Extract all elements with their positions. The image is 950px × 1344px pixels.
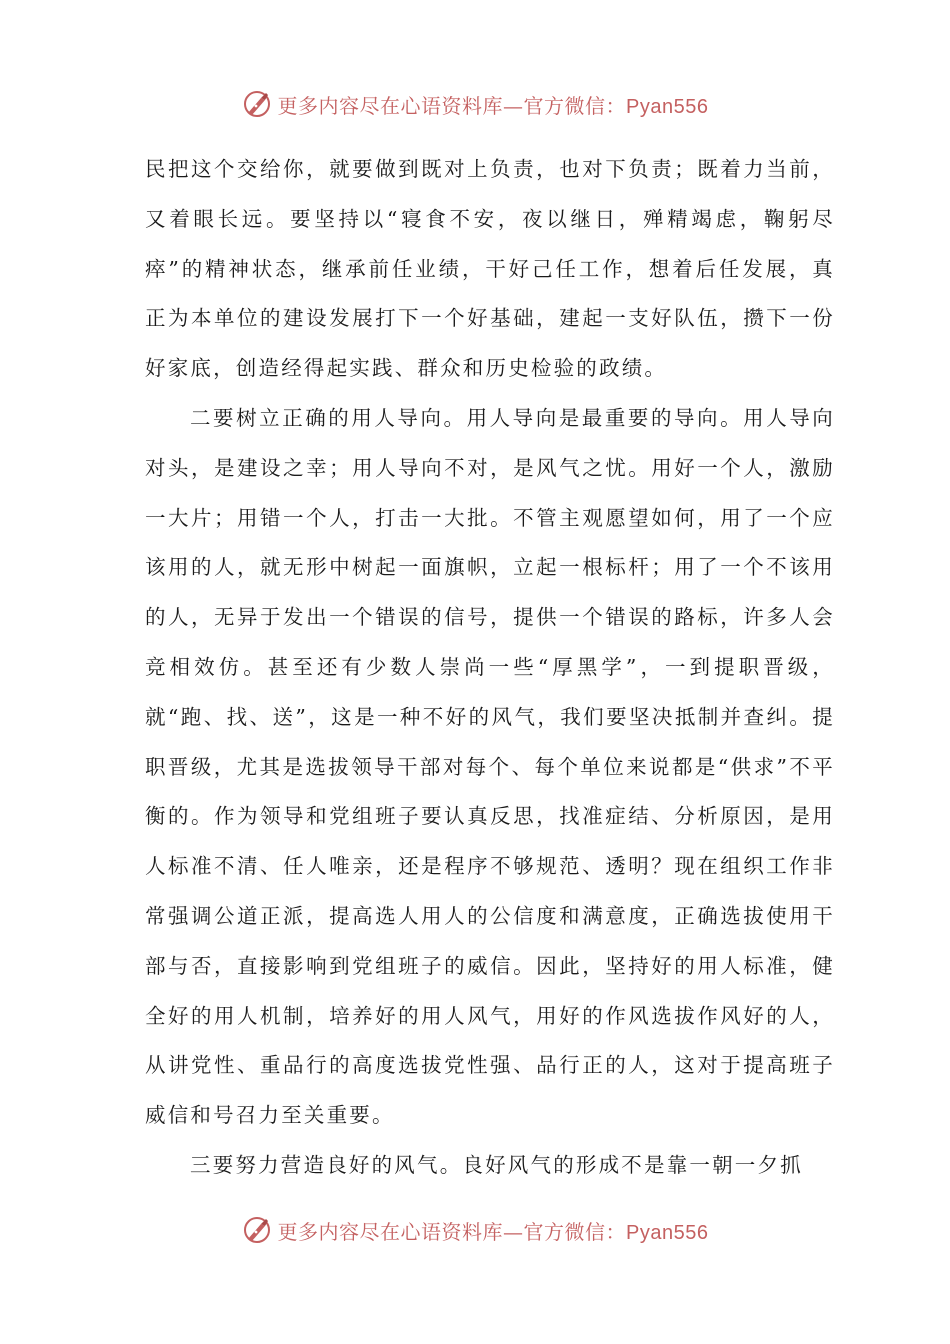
paragraph: 民把这个交给你，就要做到既对上负责，也对下负责；既着力当前，又着眼长远。要坚持以“寝食不安，夜以继日，殚精竭虑，鞠躬尽瘁”的精神状态，继承前任业绩，干好己任工作，想着后任发展，真正为本单位的建设发展打下一个好基础，建起一支好队伍，攒下一份好家底，创造经得起实践、群众和历史检验的政绩。 xyxy=(145,157,835,381)
wechat-id: Pyan556 xyxy=(626,1221,709,1244)
watermark-text: 更多内容尽在心语资料库—官方微信：Pyan556 xyxy=(277,1219,709,1244)
header-watermark xyxy=(0,84,950,124)
paragraph: 三要努力营造良好的风气。良好风气的形成不是靠一朝一夕抓 xyxy=(190,1152,803,1177)
paragraph: 二要树立正确的用人导向。用人导向是最重要的导向。用人导向对头，是建设之幸；用人导向不对，是风气之忧。用好一个人，激励一大片；用错一个人，打击一大批。不管主观愿望如何，用了一个应该用的人，就无形中树起一面旗帜，立起一根标杆；用了一个不该用的人，无异于发出一个错误的信号，提供一个错误的路标，许多人会竞相效仿。甚至还有少数人崇尚一些“厚黑学”，一到提职晋级，就“跑、找、送”，这是一种不好的风气，我们要坚决抵制并查纠。提职晋级，尤其是选拔领导干部对每个、每个单位来说都是“供求”不平衡的。作为领导和党组班子要认真反思，找准症结、分析原因，是用人标准不清、任人唯亲，还是程序不够规范、透明？现在组织工作非常强调公道正派，提高选人用人的公信度和满意度，正确选拔使用干部与否，直接影响到党组班子的威信。因此，坚持好的用人标准，健全好的用人机制，培养好的用人风气，用好的作风选拔作风好的人，从讲党性、重品行的高度选拔党性强、品行正的人，这对于提高班子威信和号召力至关重要。 xyxy=(145,405,835,1128)
footer-watermark xyxy=(0,1210,950,1250)
pen-nib-logo-icon xyxy=(242,1215,272,1245)
wechat-id: Pyan556 xyxy=(626,95,709,118)
pen-nib-logo-icon xyxy=(242,89,272,119)
document-body xyxy=(145,145,835,1191)
watermark-text: 更多内容尽在心语资料库—官方微信：Pyan556 xyxy=(277,93,709,118)
